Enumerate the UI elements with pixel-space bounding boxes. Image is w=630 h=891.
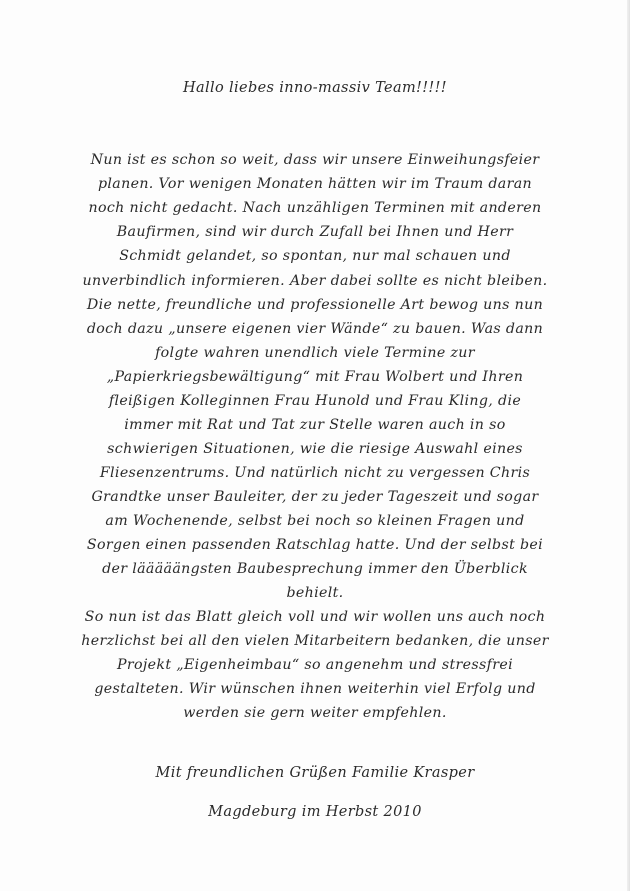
letter-body-line: Schmidt gelandet, so spontan, nur mal schauen und	[119, 248, 511, 264]
letter-body-line: immer mit Rat und Tat zur Stelle waren auch in so	[124, 417, 506, 433]
letter-body-line: werden sie gern weiter empfehlen.	[183, 705, 447, 721]
letter-body-line: am Wochenende, selbst bei noch so kleinen Fragen und	[105, 513, 525, 529]
letter-place-date: Magdeburg im Herbst 2010	[208, 804, 422, 820]
letter-body-line: Die nette, freundliche und professionelle Art bewog uns nun	[86, 297, 544, 313]
letter-body-line: behielt.	[286, 585, 344, 601]
letter-body-line: Sorgen einen passenden Ratschlag hatte. Und der selbst bei	[86, 537, 544, 553]
letter-body-line: planen. Vor wenigen Monaten hätten wir im Traum daran	[97, 176, 533, 192]
letter-body-line: So nun ist das Blatt gleich voll und wir wollen uns auch noch	[84, 609, 546, 625]
letter-greeting: Hallo liebes inno-massiv Team!!!!!	[183, 80, 447, 96]
letter-body-line: Grandtke unser Bauleiter, der zu jeder Tageszeit und sogar	[91, 489, 539, 505]
letter-body-line: Baufirmen, sind wir durch Zufall bei Ihnen und Herr	[116, 224, 514, 240]
letter-body-line: der lääääängsten Baubesprechung immer den Überblick	[102, 561, 528, 577]
letter-closing: Mit freundlichen Grüßen Familie Krasper	[155, 765, 475, 781]
letter-body-line: Fliesenzentrums. Und natürlich nicht zu vergessen Chris	[99, 465, 531, 481]
letter-body-line: herzlichst bei all den vielen Mitarbeitern bedanken, die unser	[81, 633, 549, 649]
letter-body-line: Nun ist es schon so weit, dass wir unsere Einweihungsfeier	[90, 152, 540, 168]
letter-body-line: gestalteten. Wir wünschen ihnen weiterhin viel Erfolg und	[94, 681, 536, 697]
letter-body-line: schwierigen Situationen, wie die riesige Auswahl eines	[107, 441, 523, 457]
letter-body-line: noch nicht gedacht. Nach unzähligen Terminen mit anderen	[88, 200, 542, 216]
letter-body-line: unverbindlich informieren. Aber dabei sollte es nicht bleiben.	[82, 273, 548, 289]
letter-body-line: Projekt „Eigenheimbau“ so angenehm und stressfrei	[116, 657, 514, 673]
letter-body-line: fleißigen Kolleginnen Frau Hunold und Frau Kling, die	[108, 393, 522, 409]
letter-body-line: „Papierkriegsbewältigung“ mit Frau Wolbert und Ihren	[106, 369, 524, 385]
letter-body-line: folgte wahren unendlich viele Termine zur	[155, 345, 475, 361]
letter-body-line: doch dazu „unsere eigenen vier Wände“ zu bauen. Was dann	[86, 321, 544, 337]
